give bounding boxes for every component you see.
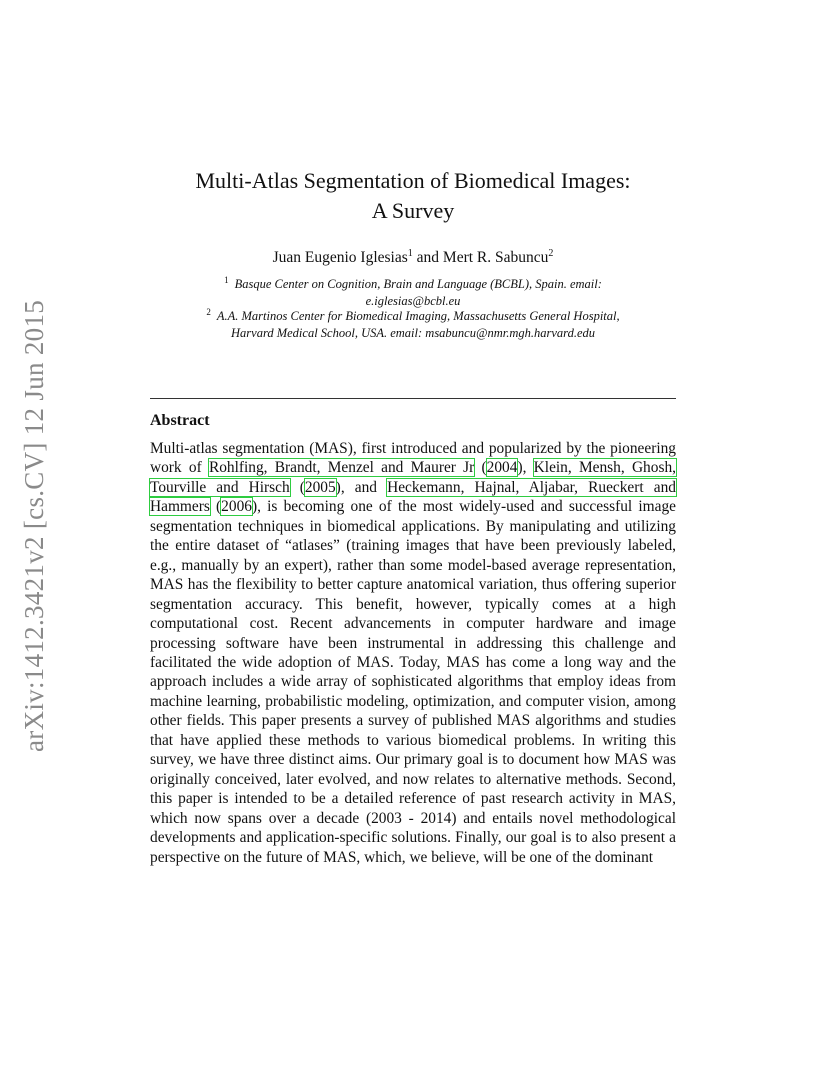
citation-rohlfing-authors[interactable]: Rohlfing, Brandt, Menzel and Maurer Jr bbox=[208, 459, 475, 477]
paper-title bbox=[150, 166, 676, 226]
citation-rohlfing-year[interactable]: 2004 bbox=[486, 459, 518, 477]
abstract-divider bbox=[150, 398, 676, 399]
abstract-heading: Abstract bbox=[150, 412, 210, 429]
affiliation-2-line-1: A.A. Martinos Center for Biomedical Imaging, Massachusetts General Hospital, bbox=[216, 309, 620, 324]
affiliation-2-line-2: Harvard Medical School, USA. email: msabuncu@nmr.mgh.harvard.edu bbox=[231, 326, 595, 341]
arxiv-identifier: arXiv:1412.3421v2 [cs.CV] 12 Jun 2015 bbox=[19, 299, 49, 752]
citation-heckemann-year[interactable]: 2006 bbox=[221, 498, 252, 516]
author-1-affiliation-mark: 1 bbox=[407, 248, 413, 259]
title-line-1: Multi-Atlas Segmentation of Biomedical Images: bbox=[195, 168, 631, 193]
affiliation-1-line-2: e.iglesias@bcbl.eu bbox=[365, 294, 461, 309]
abstract-text-part-1: Multi-atlas segmentation (MAS), first introduced and popularized by the pioneering work of bbox=[150, 440, 676, 477]
affiliation-1-mark: 1 bbox=[224, 275, 229, 285]
abstract-text-part-2: , bbox=[522, 459, 534, 477]
abstract-body: Multi-atlas segmentation (MAS), first introduced and popularized by the pioneering work of Rohlfing, Brandt, Menzel and Maurer Jr (2004), Klein, Mensh, Ghosh, Tourville and Hirsch (2005), and Heckemann, Hajnal, Aljabar, Rueckert and Hammers (2006), is becoming one of the most widely-used and successful image segmentation techniques in biomedical applications. By manipulating and utilizing the entire dataset of “atlases” (training images that have been previously labeled, e.g., manually by an expert), rather than some model-based average representation, MAS has the flexibility to better capture anatomical variation, thus offering superior segmentation accuracy. This benefit, however, typically comes at a high computational cost. Recent advancements in computer hardware and image processing software have been instrumental in addressing this challenge and facilitated the wide adoption of MAS. Today, MAS has come a long way and the approach includes a wide array of sophisticated algorithms that employ ideas from machine learning, probabilistic modeling, optimization, and computer vision, among other fields. This paper presents a survey of published MAS algorithms and studies that have applied these methods to various biomedical problems. In writing this survey, we have three distinct aims. Our primary goal is to document how MAS was originally conceived, later evolved, and now relates to alternative methods. Second, this paper is intended to be a detailed reference of past research activity in MAS, which now spans over a decade (2003 - 2014) and entails novel methodological developments and application-specific solutions. Finally, our goal is to also present a perspective on the future of MAS, which, we believe, will be one of the dominant bbox=[150, 440, 676, 866]
affiliation-1-line-1: Basque Center on Cognition, Brain and Language (BCBL), Spain. email: bbox=[234, 277, 602, 292]
affiliation-2-mark: 2 bbox=[206, 307, 211, 317]
abstract-text-part-3: , and bbox=[340, 478, 388, 496]
author-1: Juan Eugenio Iglesias bbox=[272, 249, 408, 267]
citation-klein-authors[interactable]: Klein, Mensh, Ghosh, Tourville and Hirsch bbox=[150, 459, 676, 496]
citation-heckemann-authors[interactable]: Heckemann, Hajnal, Aljabar, Rueckert and Hammers bbox=[150, 478, 676, 516]
affiliation-2 bbox=[160, 304, 666, 342]
author-list bbox=[150, 243, 676, 269]
author-conjunction: and bbox=[412, 249, 443, 267]
title-line-2: A Survey bbox=[371, 198, 455, 223]
author-2: Mert R. Sabuncu bbox=[442, 249, 549, 267]
author-2-affiliation-mark: 2 bbox=[548, 248, 554, 259]
citation-klein-year[interactable]: 2005 bbox=[304, 478, 336, 496]
abstract-text-part-4: , is becoming one of the most widely-used and successful image segmentation techniques in biomedical applications. By manipulating and utilizing the entire dataset of “atlases” (training images that have been previously labeled, e.g., manually by an expert), rather than some model-based average representation, MAS has the flexibility to better capture anatomical variation, thus offering superior segmentation accuracy. This benefit, however, typically comes at a high computational cost. Recent advancements in computer hardware and image processing software have been instrumental in addressing this challenge and facilitated the wide adoption of MAS. Today, MAS has come a long way and the approach includes a wide array of sophisticated algorithms that employ ideas from machine learning, probabilistic modeling, optimization, and computer vision, among other fields. This paper presents a survey of published MAS algorithms and studies that have applied these methods to various biomedical problems. In writing this survey, we have three distinct aims. Our primary goal is to document how MAS was originally conceived, later evolved, and now relates to alternative methods. Second, this paper is intended to be a detailed reference of past research activity in MAS, which now spans over a decade (2003 - 2014) and entails novel methodological developments and application-specific solutions. Finally, our goal is to also present a perspective on the future of MAS, which, we believe, will be one of the dominant bbox=[150, 498, 676, 866]
